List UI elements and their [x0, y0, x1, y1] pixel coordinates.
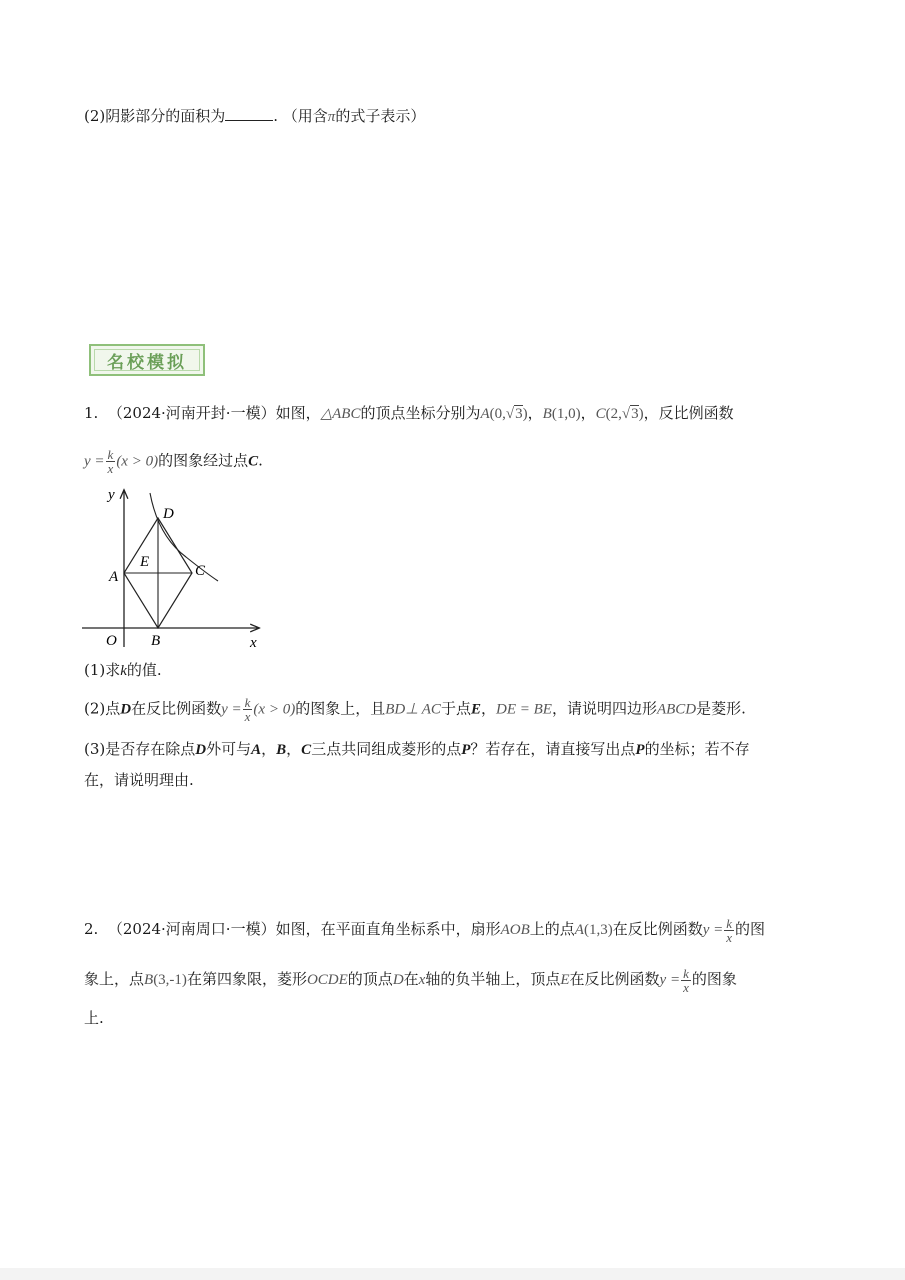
- q2-stem-line1: 2. （2024·河南周口·一模）如图，在平面直角坐标系中，扇形AOB上的点A(1,3)在反比例函数y = $\frac{k}{x}$ 的图: [84, 915, 766, 945]
- label-y: y: [108, 487, 115, 503]
- fraction-k-over-x-2: $\frac{k}{x}$: [244, 695, 251, 724]
- q1-stem-line1: 1. （2024·河南开封·一模）如图，△ABC的顶点坐标分别为A(0,√3)，B(1,0)，C(2,√3)，反比例函数: [84, 404, 734, 422]
- prev-question-part2: (2)阴影部分的面积为 . （用含π的式子表示）: [84, 107, 426, 125]
- q2-stem-line3: 上.: [84, 1009, 104, 1027]
- q1-rhombus-figure: [78, 485, 278, 653]
- label-b: B: [151, 633, 161, 649]
- label-x: x: [250, 635, 257, 651]
- label-c: C: [195, 563, 206, 579]
- fraction-k-over-x: $\frac{k}{x}$: [107, 447, 114, 476]
- fraction-k-over-x-4: $\frac{k}{x}$: [683, 965, 689, 995]
- q2-stem-line2: 象上，点B(3,-1)在第四象限，菱形OCDE的顶点D在x轴的负半轴上，顶点E在反比例函数y = $\frac{k}{x}$ 的图象: [84, 965, 737, 995]
- label-e: E: [140, 554, 150, 570]
- q1-part3-line2: 在，请说明理由.: [84, 771, 194, 789]
- q1-part1: (1)求k的值.: [84, 661, 162, 679]
- fraction-k-over-x-3: $\frac{k}{x}$: [726, 915, 733, 945]
- label-a: A: [109, 569, 119, 585]
- section-badge: 名校模拟: [89, 344, 205, 376]
- q1-part2: (2)点D在反比例函数y = $\frac{k}{x}$ (x > 0)的图象上，且BD⊥ AC于点E，DE = BE，请说明四边形ABCD是菱形.: [84, 695, 746, 724]
- hyperbola-curve: [150, 493, 218, 581]
- answer-blank: [225, 106, 273, 121]
- label-d: D: [163, 506, 174, 522]
- q1-part3-line1: (3)是否存在除点D外可与A，B，C三点共同组成菱形的点P？若存在，请直接写出点P的坐标；若不存: [84, 740, 750, 758]
- label-o: O: [106, 633, 117, 649]
- page-footer-bar: [0, 1268, 905, 1280]
- q1-stem-line2: y = $\frac{k}{x}$ (x > 0)的图象经过点C.: [84, 447, 263, 476]
